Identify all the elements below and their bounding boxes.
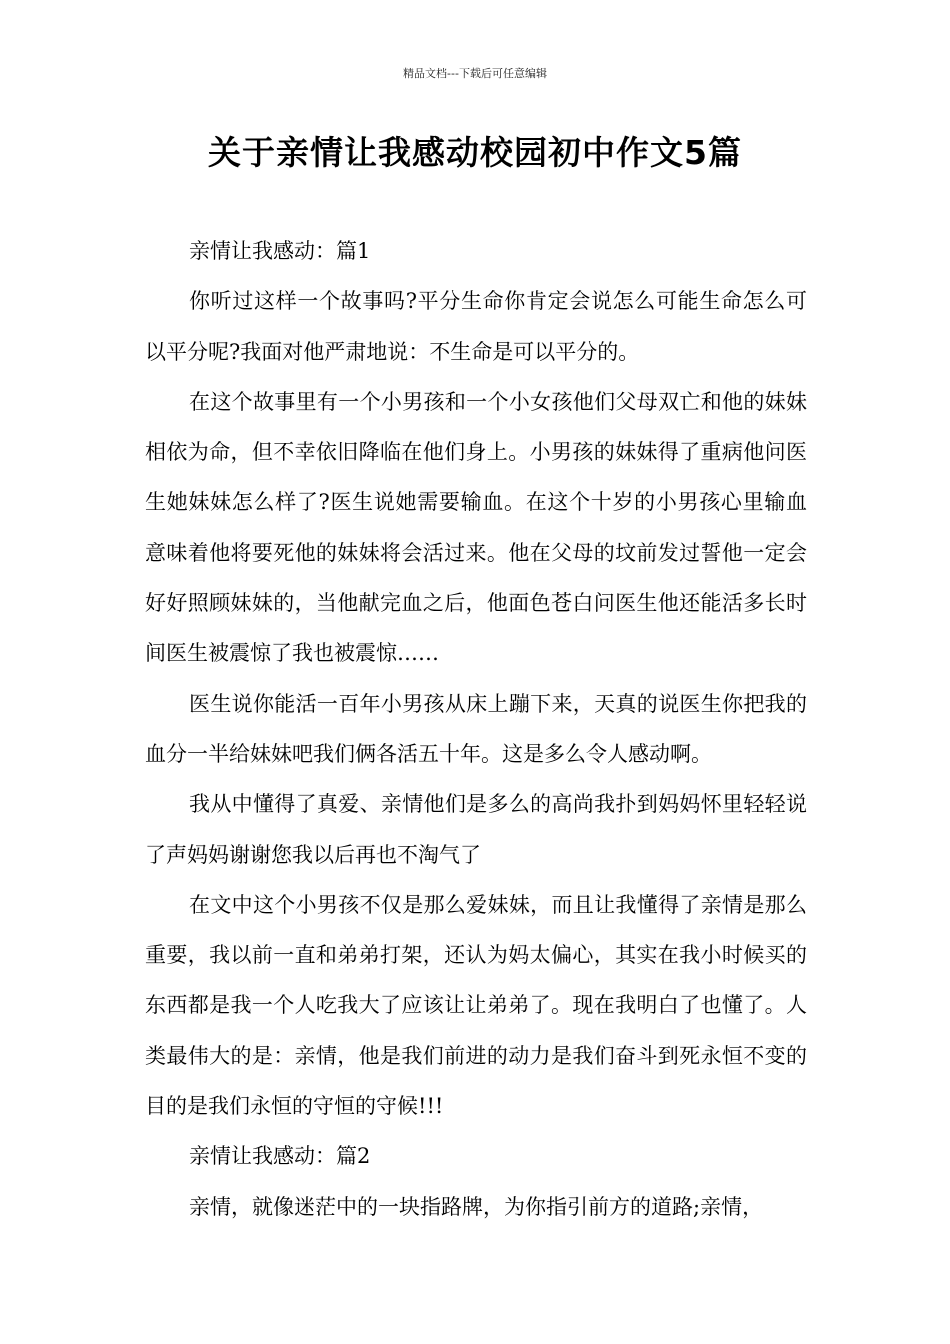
section-heading-1: 亲情让我感动：篇1 xyxy=(189,239,371,263)
header-note: 精品文档---下载后可任意编辑 xyxy=(403,67,547,80)
document-body xyxy=(145,226,807,1232)
paragraph: 我从中懂得了真爱、亲情他们是多么的高尚我扑到妈妈怀里轻轻说了声妈妈谢谢您我以后再也不淘气了 xyxy=(145,792,807,867)
paragraph: 在文中这个小男孩不仅是那么爱妹妹，而且让我懂得了亲情是那么重要，我以前一直和弟弟打架，还认为妈太偏心，其实在我小时候买的东西都是我一个人吃我大了应该让让弟弟了。现在我明白了也懂了。人类最伟大的是：亲情，他是我们前进的动力是我们奋斗到死永恒不变的目的是我们永恒的守恒的守候!!! xyxy=(145,892,807,1119)
section-heading-2: 亲情让我感动：篇2 xyxy=(189,1144,371,1169)
paragraph: 医生说你能活一百年小男孩从床上蹦下来，天真的说医生你把我的血分一半给妹妹吧我们俩各活五十年。这是多么令人感动啊。 xyxy=(145,691,807,766)
paragraph: 亲情，就像迷茫中的一块指路牌，为你指引前方的道路;亲情， xyxy=(189,1194,764,1219)
paragraph: 你听过这样一个故事吗?平分生命你肯定会说怎么可能生命怎么可以平分呢?我面对他严肃地说：不生命是可以平分的。 xyxy=(145,289,807,364)
paragraph: 在这个故事里有一个小男孩和一个小女孩他们父母双亡和他的妹妹相依为命，但不幸依旧降临在他们身上。小男孩的妹妹得了重病他问医生她妹妹怎么样了?医生说她需要输血。在这个十岁的小男孩心里输血意味着他将要死他的妹妹将会活过来。他在父母的坟前发过誓他一定会好好照顾妹妹的，当他献完血之后，他面色苍白问医生他还能活多长时间医生被震惊了我也被震惊…… xyxy=(145,389,807,666)
document-title: 关于亲情让我感动校园初中作文5篇 xyxy=(208,133,742,172)
